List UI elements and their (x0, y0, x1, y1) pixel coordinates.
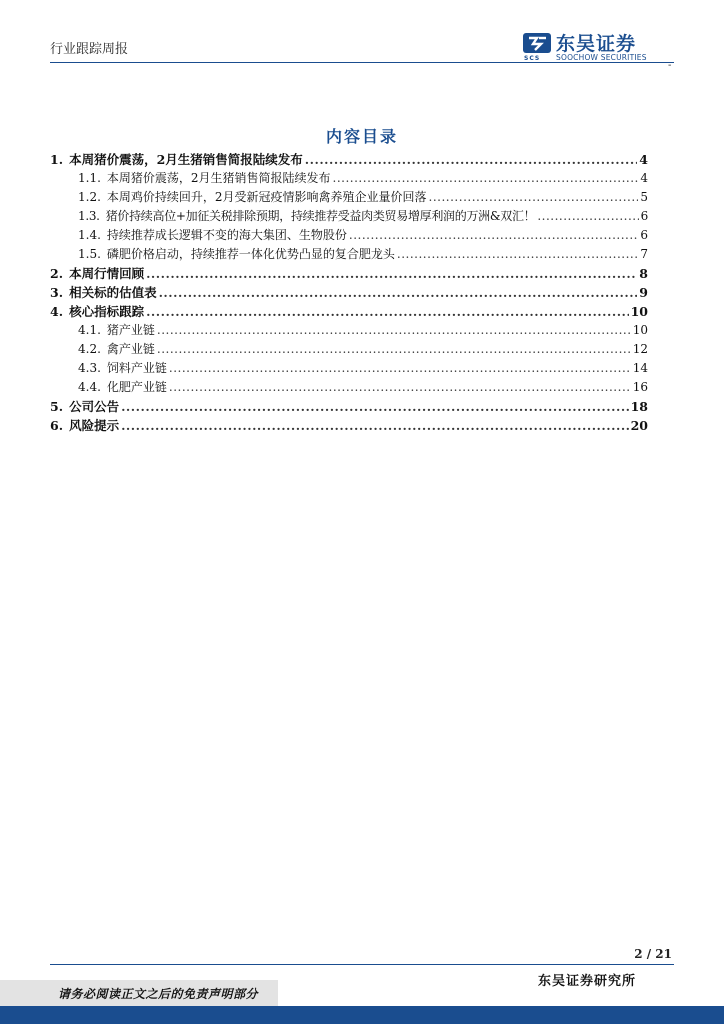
toc-entry-text: 本周行情回顾 (69, 266, 145, 281)
toc-entry-number: 1.2. (78, 190, 101, 204)
toc-entry-page: 4 (640, 171, 648, 185)
page-number: 2 / 21 (634, 947, 672, 961)
company-logo (522, 32, 672, 64)
toc-entry-number: 5. (50, 399, 64, 414)
toc-entry[interactable] (50, 378, 648, 397)
toc-leader-dots (157, 342, 631, 356)
footer-divider (50, 964, 674, 965)
toc-entry-text: 风险提示 (69, 418, 120, 433)
toc-entry[interactable] (50, 169, 648, 188)
toc-entry[interactable] (50, 245, 648, 264)
toc-entry-number: 3. (50, 285, 64, 300)
toc-entry-number: 4.2. (78, 342, 101, 356)
toc-entry-number: 4.4. (78, 380, 101, 394)
logo-chinese-name: 东吴证券 (556, 33, 637, 55)
toc-entry-text: 磷肥价格启动，持续推荐一体化优势凸显的复合肥龙头 (106, 247, 395, 261)
toc-entry-number: 1. (50, 152, 64, 167)
toc-entry-page: 5 (640, 190, 648, 204)
toc-entry-text: 本周鸡价持续回升，2月受新冠疫情影响禽养殖企业量价回落 (106, 190, 427, 204)
toc-entry-page: 9 (639, 285, 648, 300)
toc-entry[interactable] (50, 359, 648, 378)
toc-entry-page: 6 (640, 228, 648, 242)
toc-leader-dots (305, 152, 638, 167)
footer-brand-bar (0, 1006, 724, 1024)
toc-entry-page: 20 (630, 418, 648, 433)
toc-entry-number: 1.4. (78, 228, 101, 242)
toc-leader-dots (349, 228, 638, 242)
toc-entry-number: 4. (50, 304, 64, 319)
toc-leader-dots (333, 171, 639, 185)
toc-entry-text: 本周猪价震荡，2月生猪销售简报陆续发布 (69, 152, 303, 167)
toc-entry[interactable] (50, 397, 648, 416)
toc-leader-dots (157, 323, 631, 337)
header-divider (50, 62, 674, 63)
toc-entry-text: 本周猪价震荡，2月生猪销售简报陆续发布 (106, 171, 331, 185)
toc-entry-number: 4.1. (78, 323, 101, 337)
toc-title: 内容目录 (325, 127, 398, 146)
toc-entry-text: 相关标的估值表 (69, 285, 157, 300)
toc-entry-text: 饲料产业链 (106, 361, 167, 375)
toc-entry-number: 1.3. (78, 209, 100, 223)
toc-entry-page: 8 (639, 266, 648, 281)
toc-entry[interactable] (50, 302, 648, 321)
toc-entry-text: 持续推荐成长逻辑不变的海大集团、生物股份 (106, 228, 347, 242)
footer-organization: 东吴证券研究所 (537, 974, 636, 989)
toc-entry-page: 6 (640, 209, 648, 223)
toc-entry[interactable] (50, 321, 648, 340)
toc-entry[interactable] (50, 207, 648, 226)
toc-leader-dots (537, 209, 638, 223)
toc-entry-number: 4.3. (78, 361, 101, 375)
toc-entry-number: 1.5. (78, 247, 101, 261)
toc-entry-page: 12 (632, 342, 648, 356)
toc-entry-page: 16 (632, 380, 648, 394)
report-type-label: 行业跟踪周报 (50, 42, 129, 57)
toc-entry[interactable] (50, 150, 648, 169)
table-of-contents (50, 150, 648, 435)
header-dash: - (668, 60, 672, 71)
toc-leader-dots (121, 399, 629, 414)
toc-entry-page: 18 (630, 399, 648, 414)
toc-entry-text: 公司公告 (69, 399, 120, 414)
toc-entry-page: 10 (632, 323, 648, 337)
toc-entry-page: 10 (630, 304, 648, 319)
disclaimer-notice: 请务必阅读正文之后的免责声明部分 (58, 987, 259, 1001)
toc-entry[interactable] (50, 283, 648, 302)
toc-entry[interactable] (50, 340, 648, 359)
toc-entry-number: 1.1. (78, 171, 101, 185)
toc-leader-dots (429, 190, 639, 204)
toc-entry-text: 猪价持续高位+加征关税排除预期，持续推荐受益肉类贸易增厚利润的万洲&双汇！ (105, 209, 536, 223)
toc-entry-page: 14 (632, 361, 648, 375)
toc-entry-text: 禽产业链 (106, 342, 155, 356)
toc-entry-page: 4 (639, 152, 648, 167)
toc-entry-text: 核心指标跟踪 (69, 304, 145, 319)
toc-entry-text: 猪产业链 (106, 323, 155, 337)
toc-entry-number: 2. (50, 266, 64, 281)
toc-entry[interactable] (50, 264, 648, 283)
toc-leader-dots (169, 361, 631, 375)
toc-entry[interactable] (50, 188, 648, 207)
toc-leader-dots (397, 247, 638, 261)
toc-leader-dots (169, 380, 631, 394)
toc-leader-dots (146, 304, 629, 319)
toc-entry[interactable] (50, 416, 648, 435)
toc-entry[interactable] (50, 226, 648, 245)
toc-entry-number: 6. (50, 418, 64, 433)
logo-english-name: SOOCHOW SECURITIES (556, 53, 647, 62)
toc-leader-dots (146, 266, 637, 281)
toc-entry-page: 7 (640, 247, 648, 261)
toc-leader-dots (121, 418, 629, 433)
logo-mark-text: SCS (524, 55, 541, 62)
toc-entry-text: 化肥产业链 (106, 380, 167, 394)
logo-mark-icon (522, 32, 552, 56)
toc-leader-dots (159, 285, 638, 300)
